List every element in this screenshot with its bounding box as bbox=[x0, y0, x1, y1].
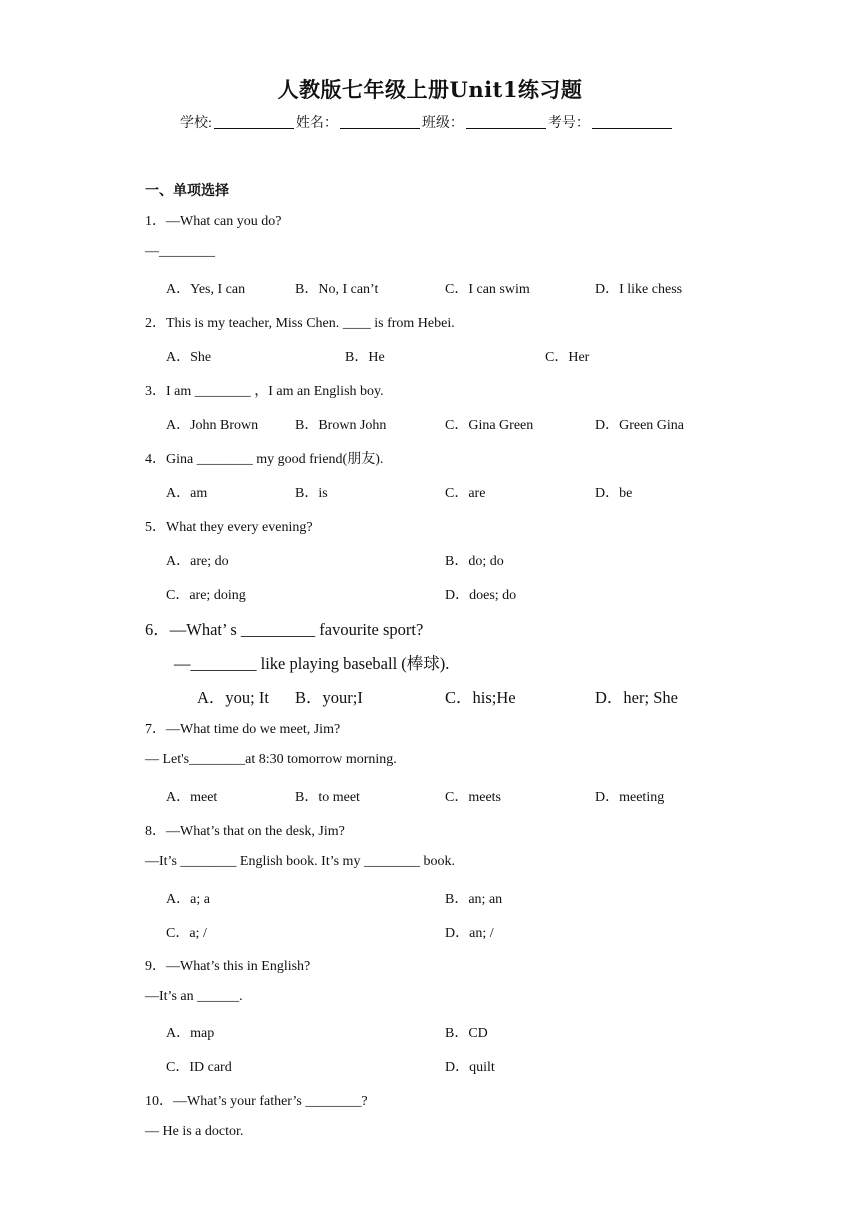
class-blank bbox=[466, 114, 546, 129]
question-7-reply: — Let's________at 8:30 tomorrow morning. bbox=[145, 752, 397, 767]
question-2-stem: 2．This is my teacher, Miss Chen. ____ is from Hebei. bbox=[145, 316, 455, 331]
question-5-option-a: A．are; do bbox=[166, 554, 229, 569]
question-10-reply: — He is a doctor. bbox=[145, 1124, 244, 1139]
question-6-option-c: C．his;He bbox=[445, 688, 516, 707]
question-2-option-b: B．He bbox=[345, 350, 385, 365]
school-label: 学校: bbox=[180, 116, 212, 131]
question-3-option-a: A．John Brown bbox=[166, 418, 259, 433]
question-7-option-d: D．meeting bbox=[595, 790, 665, 805]
student-info-line bbox=[180, 112, 674, 132]
question-9-option-a: A．map bbox=[166, 1026, 215, 1041]
question-6-option-a: A．you; It bbox=[197, 688, 269, 707]
question-3-option-b: B．Brown John bbox=[295, 418, 387, 433]
question-5-option-d: D．does; do bbox=[445, 588, 517, 603]
question-3-option-c: C．Gina Green bbox=[445, 418, 534, 433]
question-4-stem: 4．Gina ________ my good friend(朋友). bbox=[145, 452, 384, 467]
question-4-option-c: C．are bbox=[445, 486, 486, 501]
question-1-stem: 1．—What can you do? bbox=[145, 214, 282, 229]
question-8-option-d: D．an; / bbox=[445, 926, 494, 941]
question-6-option-b: B．your;I bbox=[295, 688, 363, 707]
exam-no-label: 考号： bbox=[547, 116, 590, 131]
question-8-stem: 8．—What’s that on the desk, Jim? bbox=[145, 824, 345, 839]
question-7-stem: 7．—What time do we meet, Jim? bbox=[145, 722, 341, 737]
question-4-option-d: D．be bbox=[595, 486, 633, 501]
question-1-option-b: B．No, I can’t bbox=[295, 282, 379, 297]
question-8-option-b: B．an; an bbox=[445, 892, 503, 907]
question-5-stem: 5．What they every evening? bbox=[145, 520, 313, 535]
question-9-option-b: B．CD bbox=[445, 1026, 488, 1041]
exam-no-blank bbox=[592, 114, 672, 129]
question-3-stem: 3．I am ________ ，I am an English boy. bbox=[145, 384, 384, 399]
question-1-option-a: A．Yes, I can bbox=[166, 282, 246, 297]
question-8-reply: —It’s ________ English book. It’s my ________ book. bbox=[145, 854, 455, 869]
question-4-option-b: B．is bbox=[295, 486, 328, 501]
question-9-option-c: C．ID card bbox=[166, 1060, 232, 1075]
question-9-reply: —It’s an ______. bbox=[145, 989, 243, 1004]
question-10-stem: 10．—What’s your father’s ________? bbox=[145, 1094, 368, 1109]
page-title: 人教版七年级上册Unit1练习题 bbox=[277, 77, 583, 102]
question-2-option-a: A．She bbox=[166, 350, 212, 365]
question-1-option-c: C．I can swim bbox=[445, 282, 530, 297]
question-1-option-d: D．I like chess bbox=[595, 282, 683, 297]
question-9-stem: 9．—What’s this in English? bbox=[145, 959, 311, 974]
question-8-option-c: C．a; / bbox=[166, 926, 207, 941]
question-3-option-d: D．Green Gina bbox=[595, 418, 685, 433]
question-6-option-d: D．her; She bbox=[595, 688, 678, 707]
question-7-option-a: A．meet bbox=[166, 790, 218, 805]
question-8-option-a: A．a; a bbox=[166, 892, 210, 907]
question-7-option-c: C．meets bbox=[445, 790, 501, 805]
question-5-option-c: C．are; doing bbox=[166, 588, 246, 603]
question-2-option-c: C．Her bbox=[545, 350, 590, 365]
name-label: 姓名： bbox=[295, 116, 338, 131]
question-6-reply: —________ like playing baseball (棒球). bbox=[174, 654, 450, 673]
question-7-option-b: B．to meet bbox=[295, 790, 360, 805]
question-9-option-d: D．quilt bbox=[445, 1060, 495, 1075]
section-heading: 一、单项选择 bbox=[145, 183, 229, 199]
question-5-option-b: B．do; do bbox=[445, 554, 504, 569]
school-blank bbox=[214, 114, 294, 129]
question-6-stem: 6．—What’ s _________ favourite sport? bbox=[145, 620, 424, 639]
question-1-reply: —________ bbox=[145, 244, 215, 259]
class-label: 班级： bbox=[421, 116, 464, 131]
question-4-option-a: A．am bbox=[166, 486, 208, 501]
name-blank bbox=[340, 114, 420, 129]
